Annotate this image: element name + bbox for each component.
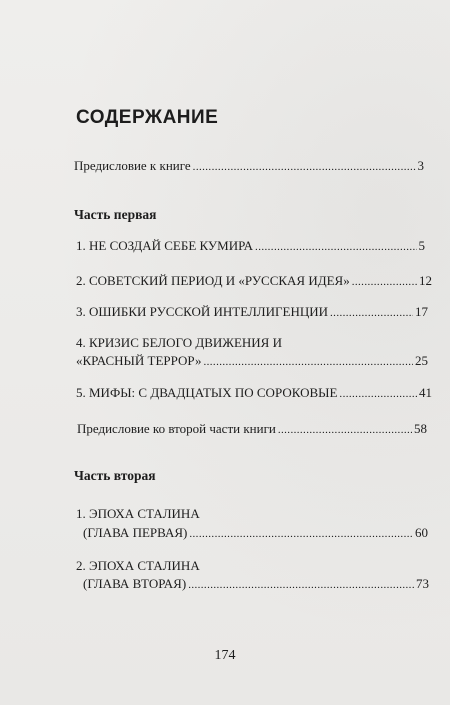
toc-leader-dots (352, 271, 417, 293)
toc-entry (76, 235, 425, 258)
page-title: СОДЕРЖАНИЕ (76, 107, 219, 128)
toc-entry-line1: 4. КРИЗИС БЕЛОГО ДВИЖЕНИЯ И (76, 335, 282, 350)
toc-entry-label: (ГЛАВА ПЕРВАЯ) (83, 525, 188, 540)
toc-leader-dots (203, 351, 413, 373)
toc-entry-label: «КРАСНЫЙ ТЕРРОР» (76, 353, 202, 368)
toc-leader-dots (193, 156, 416, 178)
part-heading: Часть вторая (74, 468, 156, 483)
toc-entry-label: (ГЛАВА ВТОРАЯ) (83, 576, 187, 591)
toc-leader-dots (188, 574, 414, 596)
toc-leader-dots (278, 419, 412, 441)
toc-entry-label: 5. МИФЫ: С ДВАДЦАТЫХ ПО СОРОКОВЫЕ (76, 385, 338, 400)
toc-entry-label: 2. СОВЕТСКИЙ ПЕРИОД И «РУССКАЯ ИДЕЯ» (76, 273, 350, 288)
toc-entry-line1: 1. ЭПОХА СТАЛИНА (76, 506, 200, 521)
toc-leader-dots (189, 523, 413, 545)
part-heading: Часть первая (74, 207, 157, 222)
toc-entry (83, 573, 429, 596)
toc-entry-label: 1. НЕ СОЗДАЙ СЕБЕ КУМИРА (76, 238, 254, 253)
toc-entry-preface (74, 155, 424, 178)
toc-entry-page: 17 (415, 304, 428, 319)
toc-entry-line1: 2. ЭПОХА СТАЛИНА (76, 558, 200, 573)
toc-entry-label: Предисловие ко второй части книги (77, 421, 276, 436)
toc-entry (76, 270, 432, 293)
toc-entry-page: 60 (415, 525, 428, 540)
toc-leader-dots (339, 383, 417, 405)
page-number: 174 (214, 648, 236, 663)
toc-entry-page: 12 (419, 273, 432, 288)
toc-entry-preface2 (77, 418, 427, 441)
toc-entry-page: 25 (415, 353, 428, 368)
toc-entry-label: 3. ОШИБКИ РУССКОЙ ИНТЕЛЛИГЕНЦИИ (76, 304, 329, 319)
toc-entry-page: 73 (416, 576, 429, 591)
toc-entry-page: 41 (419, 385, 432, 400)
toc-leader-dots (330, 302, 413, 324)
toc-entry (76, 350, 428, 373)
toc-entry (83, 522, 428, 545)
toc-entry (76, 382, 432, 405)
toc-entry-page: 58 (414, 421, 427, 436)
toc-entry-label: Предисловие к книге (74, 158, 191, 173)
toc-entry-page: 5 (418, 238, 425, 253)
toc-entry-page: 3 (417, 158, 424, 173)
toc-leader-dots (255, 236, 416, 258)
toc-entry (76, 301, 428, 324)
